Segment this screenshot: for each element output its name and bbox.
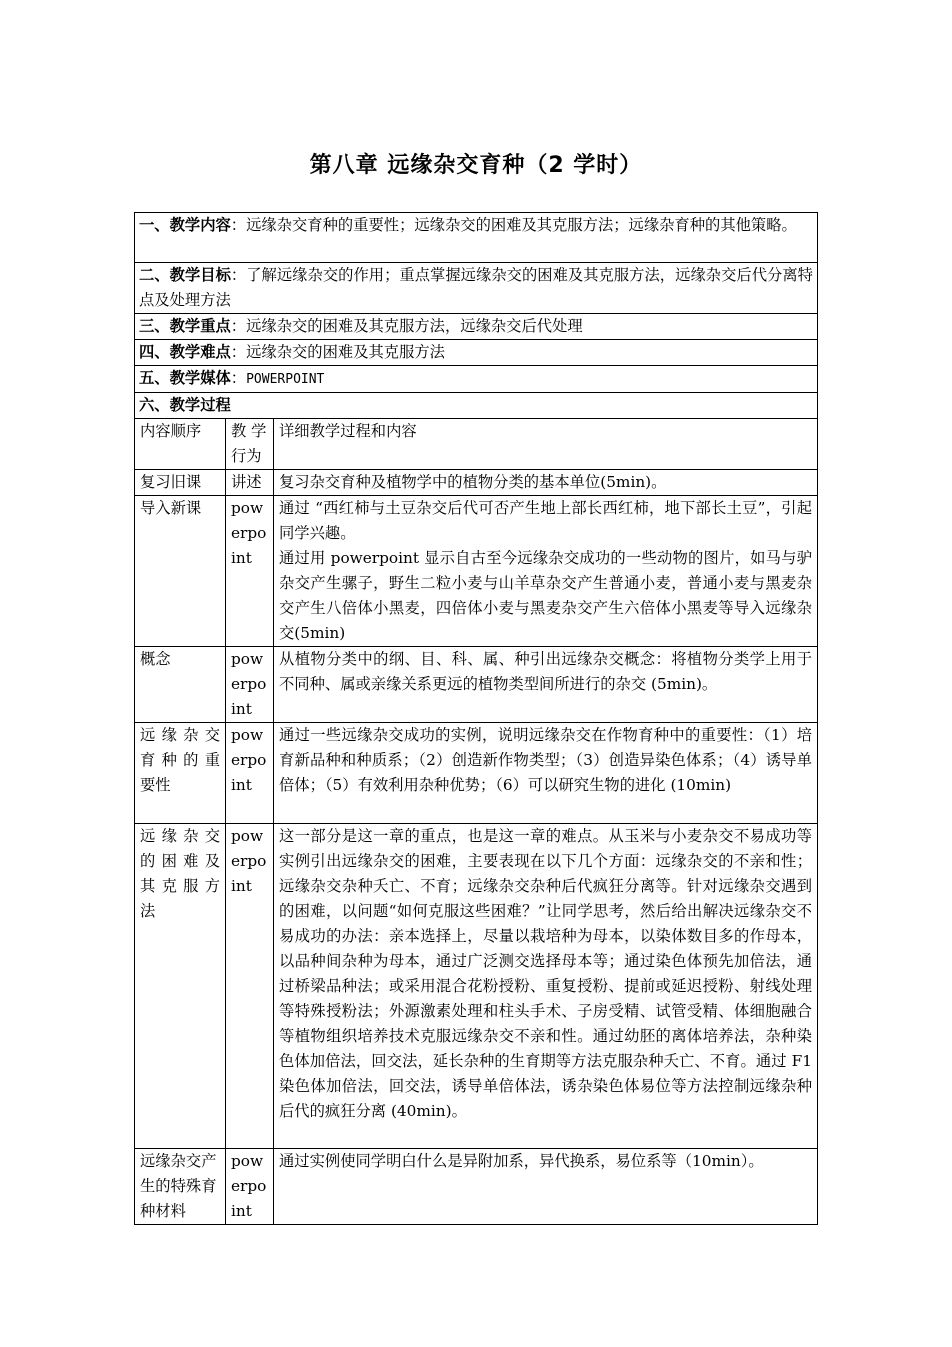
header-mode: 教 学 行为 xyxy=(226,419,274,470)
row-content: 这一部分是这一章的重点，也是这一章的难点。从玉米与小麦杂交不易成功等实例引出远缘杂交的困难，主要表现在以下几个方面：远缘杂交的不亲和性；远缘杂交杂种夭亡、不育；远缘杂交杂种后代疯狂分离等。针对远缘杂交遇到的困难，以问题“如何克服这些困难？”让同学思考，然后给出解决远缘杂交不易成功的办法：亲本选择上，尽量以栽培种为母本，以染体数目多的作母本，以品种间杂种为母本，通过广泛测交选择母本等；通过染色体预先加倍法，通过桥梁品种法；或采用混合花粉授粉、重复授粉、提前或延迟授粉、射线处理等特殊授粉法；外源激素处理和柱头手术、子房受精、试管受精、体细胞融合等植物组织培养技术克服远缘杂交不亲和性。通过幼胚的离体培养法，杂种染色体加倍法，回交法，延长杂种的生育期等方法克服杂种夭亡、不育。通过 F1 染色体加倍法，回交法，诱导单倍体法，诱杂染色体易位等方法控制远缘杂种后代的疯狂分离 (40min)。 xyxy=(274,824,818,1149)
row-mode: powerpoint xyxy=(226,647,274,723)
section-head: 二、教学目标 xyxy=(139,266,231,284)
section-text: 远缘杂交育种的重要性；远缘杂交的困难及其克服方法；远缘杂育种的其他策略。 xyxy=(246,216,797,234)
section-text: 了解远缘杂交的作用；重点掌握远缘杂交的困难及其克服方法，远缘杂交后代分离特点及处理方法 xyxy=(139,266,813,309)
row-topic: 远 缘 杂 交 的 困 难 及 其 克 服 方 法 xyxy=(135,824,226,1149)
section-text: 远缘杂交的困难及其克服方法 xyxy=(246,343,445,361)
row-mode: powerpoint xyxy=(226,1149,274,1225)
row-topic: 概念 xyxy=(135,647,226,723)
row-topic: 远 缘 杂 交 育 种 的 重 要性 xyxy=(135,723,226,824)
section-row: 四、教学难点：远缘杂交的困难及其克服方法 xyxy=(135,340,818,366)
section-row: 三、教学重点：远缘杂交的困难及其克服方法，远缘杂交后代处理 xyxy=(135,314,818,340)
row-mode: powerpoint xyxy=(226,723,274,824)
row-content: 通过实例使同学明白什么是异附加系，异代换系，易位系等（10min）。 xyxy=(274,1149,818,1225)
row-content: 从植物分类中的纲、目、科、属、种引出远缘杂交概念：将植物分类学上用于不同种、属或亲缘关系更远的植物类型间所进行的杂交 (5min)。 xyxy=(274,647,818,723)
row-mode: 讲述 xyxy=(226,470,274,496)
row-topic: 远缘杂交产生的特殊育种材料 xyxy=(135,1149,226,1225)
section-head: 四、教学难点 xyxy=(139,343,231,361)
row-mode: powerpoint xyxy=(226,824,274,1149)
table-row xyxy=(135,824,818,1149)
table-row xyxy=(135,470,818,496)
section-text: POWERPOINT xyxy=(246,372,325,387)
section-row xyxy=(135,393,818,419)
table-row xyxy=(135,723,818,824)
section-row: 二、教学目标：了解远缘杂交的作用；重点掌握远缘杂交的困难及其克服方法，远缘杂交后代分离特点及处理方法 xyxy=(135,263,818,314)
row-content-paragraph: 通过 “西红柿与土豆杂交后代可否产生地上部长西红柿，地下部长土豆”，引起同学兴趣。 xyxy=(279,499,812,542)
section-head: 三、教学重点 xyxy=(139,317,231,335)
section-row: 五、教学媒体：POWERPOINT xyxy=(135,366,818,393)
row-content xyxy=(274,496,818,647)
table-row xyxy=(135,496,818,647)
section-text: 远缘杂交的困难及其克服方法，远缘杂交后代处理 xyxy=(246,317,583,335)
row-content: 复习杂交育种及植物学中的植物分类的基本单位(5min)。 xyxy=(274,470,818,496)
section-head: 一、教学内容 xyxy=(139,216,231,234)
header-topic: 内容顺序 xyxy=(135,419,226,470)
row-mode: powerpoint xyxy=(226,496,274,647)
row-topic: 复习旧课 xyxy=(135,470,226,496)
section-head: 六、教学过程 xyxy=(139,396,231,414)
section-row: 一、教学内容：远缘杂交育种的重要性；远缘杂交的困难及其克服方法；远缘杂育种的其他策略。 xyxy=(135,213,818,263)
header-content: 详细教学过程和内容 xyxy=(274,419,818,470)
table-row xyxy=(135,1149,818,1225)
process-header-row xyxy=(135,419,818,470)
lesson-plan-table xyxy=(134,212,818,1225)
row-content-paragraph: 通过用 powerpoint 显示自古至今远缘杂交成功的一些动物的图片，如马与驴杂交产生骡子，野生二粒小麦与山羊草杂交产生普通小麦，普通小麦与黑麦杂交产生八倍体小黑麦，四倍体小麦与黑麦杂交产生六倍体小黑麦等导入远缘杂交(5min) xyxy=(279,549,812,642)
table-row xyxy=(135,647,818,723)
row-content: 通过一些远缘杂交成功的实例，说明远缘杂交在作物育种中的重要性：（1）培育新品种和种质系；（2）创造新作物类型；（3）创造异染色体系；（4）诱导单倍体；（5）有效利用杂种优势；（6）可以研究生物的进化 (10min) xyxy=(274,723,818,824)
row-topic: 导入新课 xyxy=(135,496,226,647)
section-head: 五、教学媒体 xyxy=(139,369,231,387)
page-title: 第八章 远缘杂交育种（2 学时） xyxy=(309,153,643,178)
